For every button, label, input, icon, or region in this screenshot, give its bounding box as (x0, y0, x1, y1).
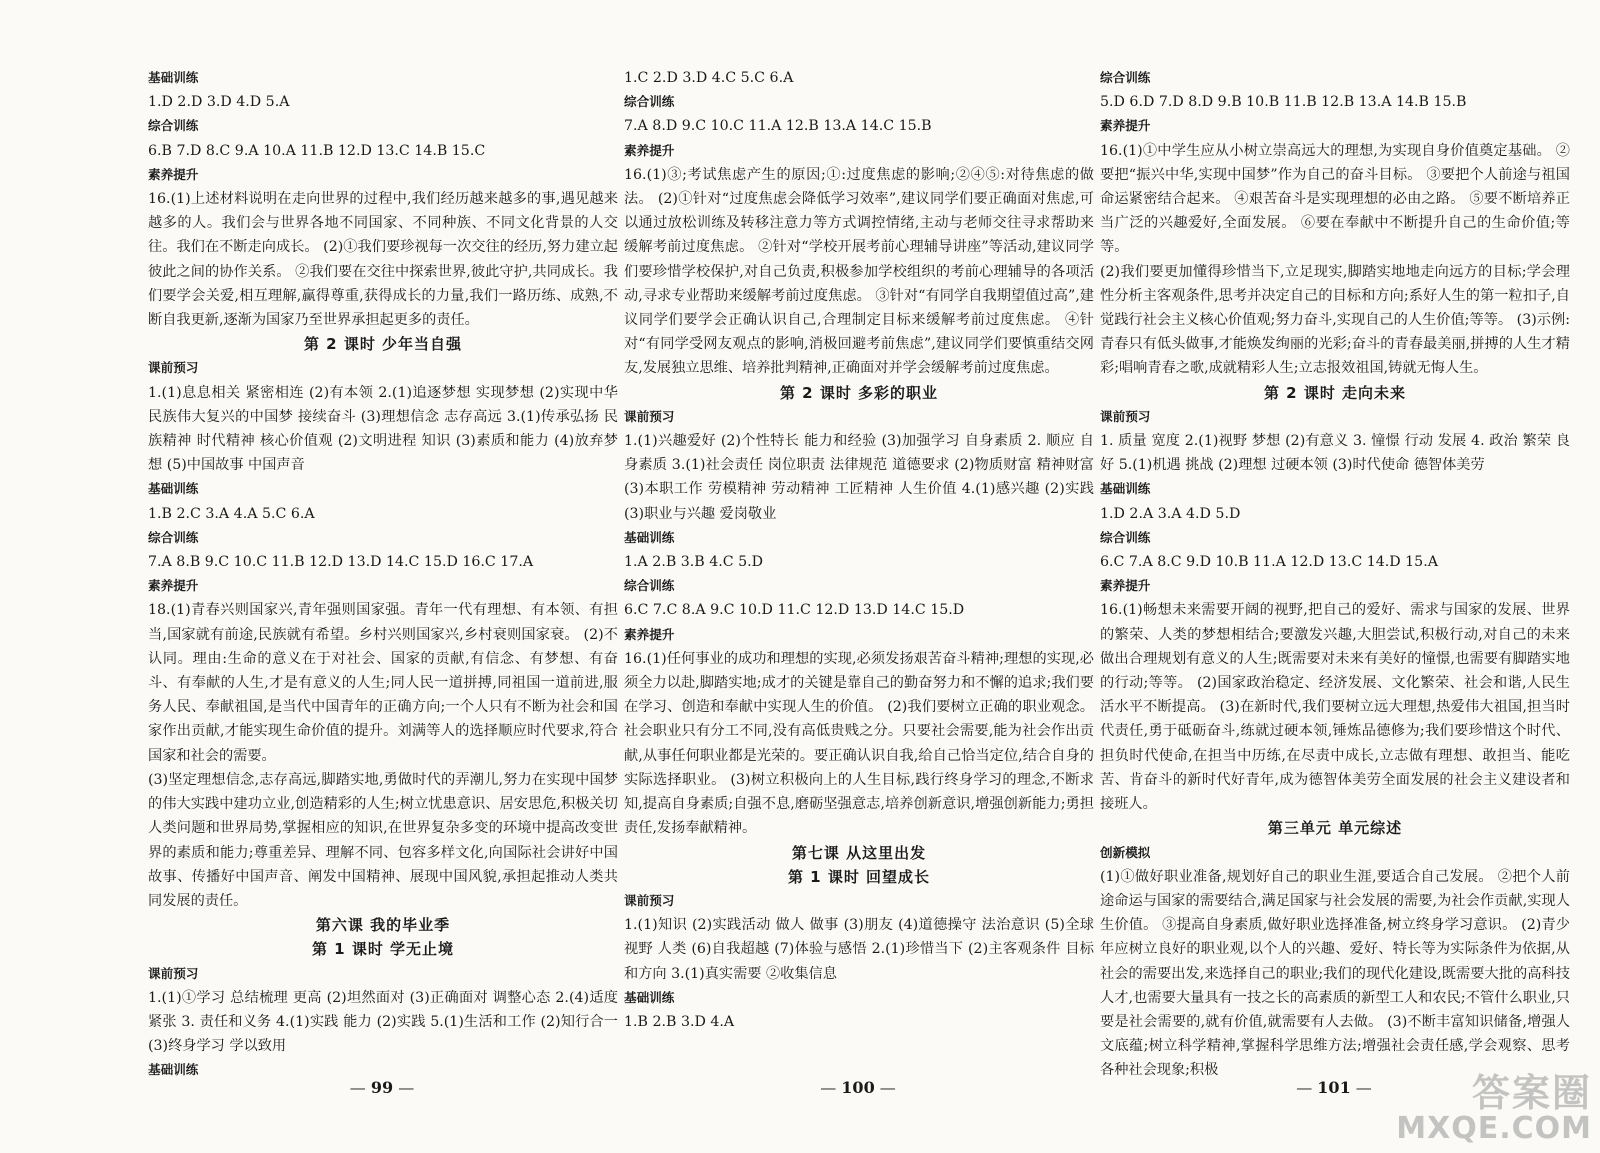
lesson-heading: 第 1 课时 回望成长 (787, 867, 931, 886)
column-middle (624, 66, 1094, 1034)
watermark-url: MXQE.COM (1396, 1111, 1592, 1146)
answer-paragraph: 1.B 2.B 3.D 4.A (624, 1013, 735, 1030)
answer-paragraph: 6.B 7.D 8.C 9.A 10.A 11.B 12.D 13.C 14.B 15.C (148, 142, 486, 159)
lesson-heading: 第 2 课时 少年当自强 (303, 335, 463, 354)
answer-paragraph: (1)①做好职业准备,规划好自己的职业生涯,要适合自己发展。 ②把个人前途命运与国家的需要结合,满足国家与社会发展的需要,为社会作贡献,实现人生价值。 ③提高自身素质,做好职业选择准备,树立终身学习意识。 (2)青少年应树立良好的职业观,以个人的兴趣、爱好、特长等为实际条件为依据,从社会的需要出发,来选择自己的职业;我们的现代化建设,既需要大批的高科技人才,也需要大量具有一技之长的高素质的新型工人和农民;不管什么职业,只要是社会需要的,就有价值,就需要有人去做。 (3)不断丰富知识储备,增强人文底蕴;树立科学精神,掌握科学思维方法;增强社会责任感,学会观察、思考各种社会现象;积极 (1100, 868, 1570, 1079)
section-label: 素养提升 (148, 578, 199, 594)
answer-paragraph: 1.D 2.A 3.A 4.D 5.D (1100, 505, 1241, 522)
section-label: 课前预习 (624, 892, 675, 908)
section-label: 基础训练 (624, 529, 675, 545)
section-label: 基础训练 (624, 989, 675, 1005)
section-label: 综合训练 (624, 94, 675, 110)
answer-paragraph: 1.A 2.B 3.B 4.C 5.D (624, 554, 764, 571)
answer-paragraph: 1. 质量 宽度 2.(1)视野 梦想 (2)有意义 3. 憧憬 行动 发展 4. 政治 繁荣 良好 5.(1)机遇 挑战 (2)理想 过硬本领 (3)时代使命 德智体美劳 (1100, 433, 1570, 474)
section-label: 基础训练 (1100, 481, 1151, 497)
answer-paragraph: 1.B 2.C 3.A 4.A 5.C 6.A (148, 505, 315, 522)
answer-paragraph: 6.C 7.A 8.C 9.D 10.B 11.A 12.D 13.C 14.D 15.A (1100, 554, 1438, 571)
watermark-logo-text: 答案圈 (1471, 1071, 1592, 1115)
answer-paragraph: 16.(1)上述材料说明在走向世界的过程中,我们经历越来越多的事,遇见越来越多的人。我们会与世界各地不同国家、不同种族、不同文化背景的人交往。我们在不断走向成长。 (2)①我们要珍视每一次交往的经历,努力建立起彼此之间的协作关系。 ②我们要在交往中探索世界,彼此守护,共同成长。我们要学会关爱,相互理解,赢得尊重,获得成长的力量,我们一路历练、成熟,不断自我更新,逐渐为国家乃至世界承担起更多的责任。 (148, 191, 618, 329)
section-label: 综合训练 (1100, 529, 1151, 545)
section-label: 课前预习 (624, 408, 675, 424)
section-label: 基础训练 (148, 1062, 199, 1078)
section-label: 综合训练 (1100, 70, 1151, 85)
answer-paragraph: 1.(1)息息相关 紧密相连 (2)有本领 2.(1)追逐梦想 实现梦想 (2)实现中华民族伟大复兴的中国梦 接续奋斗 (3)理想信念 志存高远 3.(1)传承弘扬 民族精神 时代精神 核心价值观 (2)文明进程 知识 (3)素质和能力 (4)放弃梦想 (5)中国故事 中国声音 (148, 384, 618, 474)
watermark (1396, 1073, 1592, 1145)
page-number-right: — 101 — (1296, 1078, 1372, 1097)
section-label: 素养提升 (148, 166, 199, 182)
answer-paragraph: 1.C 2.D 3.D 4.C 5.C 6.A (624, 70, 794, 86)
answer-paragraph: (2)我们要更加懂得珍惜当下,立足现实,脚踏实地地走向远方的目标;学会理性分析主客观条件,思考并决定自己的目标和方向;系好人生的第一粒扣子,自觉践行社会主义核心价值观;努力奋斗,实现自己的人生价值;等等。 (3)示例:青春只有低头做事,才能焕发绚丽的光彩;奋斗的青春最美丽,拼搏的人生才精彩;唱响青春之歌,成就精彩人生;立志报效祖国,铸就无悔人生。 (1100, 263, 1570, 377)
answer-paragraph: 1.(1)①学习 总结梳理 更高 (2)坦然面对 (3)正确面对 调整心态 2.(4)适度紧张 3. 责任和义务 4.(1)实践 能力 (2)实践 5.(1)生活和工作 (2)知行合一 (3)终身学习 学以致用 (148, 989, 618, 1055)
section-label: 素养提升 (624, 142, 675, 158)
answer-paragraph: 6.C 7.C 8.A 9.C 10.D 11.C 12.D 13.D 14.C 15.D (624, 602, 965, 619)
answer-paragraph: 16.(1)任何事业的成功和理想的实现,必须发扬艰苦奋斗精神;理想的实现,必须全力以赴,脚踏实地;成才的关键是靠自己的勤奋努力和不懈的追求;我们要在学习、创造和奉献中实现人生的价值。 (2)我们要树立正确的职业观念。社会职业只有分工不同,没有高低贵贱之分。只要社会需要,能为社会作出贡献,从事任何职业都是光荣的。要正确认识自我,给自己恰当定位,结合自身的实际选择职业。 (3)树立积极向上的人生目标,践行终身学习的理念,不断求知,提高自身素质;自强不息,磨砺坚强意志,培养创新意识,增强创新能力;勇担责任,发扬奉献精神。 (624, 650, 1094, 837)
section-label: 素养提升 (1100, 118, 1151, 134)
page-number-left: — 99 — (349, 1078, 415, 1097)
lesson-heading: 第 1 课时 学无止境 (311, 940, 455, 959)
section-label: 创新模拟 (1100, 844, 1151, 860)
answer-paragraph: 1.D 2.D 3.D 4.D 5.A (148, 94, 290, 111)
section-label: 课前预习 (148, 965, 199, 981)
section-label: 基础训练 (148, 481, 199, 497)
answer-paragraph: 16.(1)畅想未来需要开阔的视野,把自己的爱好、需求与国家的发展、世界的繁荣、人类的梦想相结合;要激发兴趣,大胆尝试,积极行动,对自己的未来做出合理规划有意义的人生;既需要对未来有美好的憧憬,也需要有脚踏实地的行动;等等。 (2)国家政治稳定、经济发展、文化繁荣、社会和谐,人民生活水平不断提高。 (3)在新时代,我们要树立远大理想,热爱伟大祖国,担当时代责任,勇于砥砺奋斗,练就过硬本领,锤炼品德修为;我们要珍惜这个时代、担负时代使命,在担当中历练,在尽责中成长,立志做有理想、敢担当、能吃苦、肯奋斗的新时代好青年,成为德智体美劳全面发展的社会主义建设者和接班人。 (1100, 602, 1570, 813)
section-label: 基础训练 (148, 70, 199, 85)
answer-paragraph: 18.(1)青春兴则国家兴,青年强则国家强。青年一代有理想、有本领、有担当,国家就有前途,民族就有希望。乡村兴则国家兴,乡村衰则国家衰。 (2)不认同。理由:生命的意义在于对社会、国家的贡献,有信念、有梦想、有奋斗、有奉献的人生,才是有意义的人生;同人民一道拼搏,同祖国一道前进,服务人民、奉献祖国,是当代中国青年的正确方向;一个人只有不断为社会和国家作出贡献,才能实现生命价值的提升。刘满等人的选择顺应时代要求,符合国家和社会的需要。 (148, 602, 618, 764)
answer-paragraph: 1.(1)兴趣爱好 (2)个性特长 能力和经验 (3)加强学习 自身素质 2. 顺应 自身素质 3.(1)社会责任 岗位职责 法律规范 道德要求 (2)物质财富 精神财富 (3)本职工作 劳模精神 劳动精神 工匠精神 人生价值 4.(1)感兴趣 (2)实践 (3)职业与兴趣 爱岗敬业 (624, 433, 1094, 522)
lesson-heading: 第七课 从这里出发 (791, 843, 927, 862)
section-label: 综合训练 (148, 529, 199, 545)
section-label: 综合训练 (624, 578, 675, 594)
page-number-middle: — 100 — (820, 1078, 896, 1097)
column-right (1100, 66, 1570, 1083)
lesson-heading: 第六课 我的毕业季 (315, 916, 451, 935)
lesson-heading: 第 2 课时 多彩的职业 (779, 383, 939, 402)
answer-paragraph: 16.(1)①中学生应从小树立崇高远大的理想,为实现自身价值奠定基础。 ②要把“振兴中华,实现中国梦”作为自己的奋斗目标。 ③要把个人前途与祖国命运紧密结合起来。 ④艰苦奋斗是实现理想的必由之路。 ⑤要不断培养正当广泛的兴趣爱好,全面发展。 ⑥要在奉献中不断提升自己的生命价值;等等。 (1100, 142, 1570, 256)
section-label: 课前预习 (148, 360, 199, 376)
column-left (148, 66, 618, 1083)
section-label: 素养提升 (1100, 578, 1151, 594)
answer-paragraph: 1.(1)知识 (2)实践活动 做人 做事 (3)朋友 (4)道德操守 法治意识 (5)全球视野 人类 (6)自我超越 (7)体验与感悟 2.(1)珍惜当下 (2)主客观条件 目标和方向 3.(1)真实需要 ②收集信息 (624, 917, 1094, 982)
answer-paragraph: 7.A 8.D 9.C 10.C 11.A 12.B 13.A 14.C 15.B (624, 118, 932, 135)
section-label: 综合训练 (148, 118, 199, 134)
answer-paragraph: 7.A 8.B 9.C 10.C 11.B 12.D 13.D 14.C 15.D 16.C 17.A (148, 554, 534, 571)
answer-paragraph: 16.(1)③;考试焦虑产生的原因;①:过度焦虑的影响;②④⑤:对待焦虑的做法。 (2)①针对“过度焦虑会降低学习效率”,建议同学们要正确面对焦虑,可以通过放松训练及转移注意力等方式调控情绪,主动与老师交往寻求帮助来缓解考前过度焦虑。 ②针对“学校开展考前心理辅导讲座”等活动,建议同学们要珍惜学校保护,对自己负责,积极参加学校组织的考前心理辅导的各项活动,寻求专业帮助来缓解考前过度焦虑。 ③针对“有同学自我期望值过高”,建议同学们要学会正确认识自己,合理制定目标来缓解考前过度焦虑。 ④针对“有同学受网友观点的影响,消极回避考前焦虑”,建议同学们要慎重结交网友,发展独立思维、培养批判精神,正确面对并学会缓解考前过度焦虑。 (624, 166, 1094, 377)
lesson-heading: 第三单元 单元综述 (1267, 819, 1403, 838)
section-label: 素养提升 (624, 626, 675, 642)
section-label: 课前预习 (1100, 408, 1151, 424)
lesson-heading: 第 2 课时 走向未来 (1263, 383, 1407, 402)
answer-paragraph: (3)坚定理想信念,志存高远,脚踏实地,勇做时代的弄潮儿,努力在实现中国梦的伟大实践中建功立业,创造精彩的人生;树立忧患意识、居安思危,积极关切人类问题和世界局势,掌握相应的知识,在世界复杂多变的环境中提高改变世界的素质和能力;尊重差异、理解不同、包容多样文化,向国际社会讲好中国故事、传播好中国声音、阐发中国精神、展现中国风貌,承担起推动人类共同发展的责任。 (148, 771, 618, 909)
answer-paragraph: 5.D 6.D 7.D 8.D 9.B 10.B 11.B 12.B 13.A 14.B 15.B (1100, 94, 1467, 111)
